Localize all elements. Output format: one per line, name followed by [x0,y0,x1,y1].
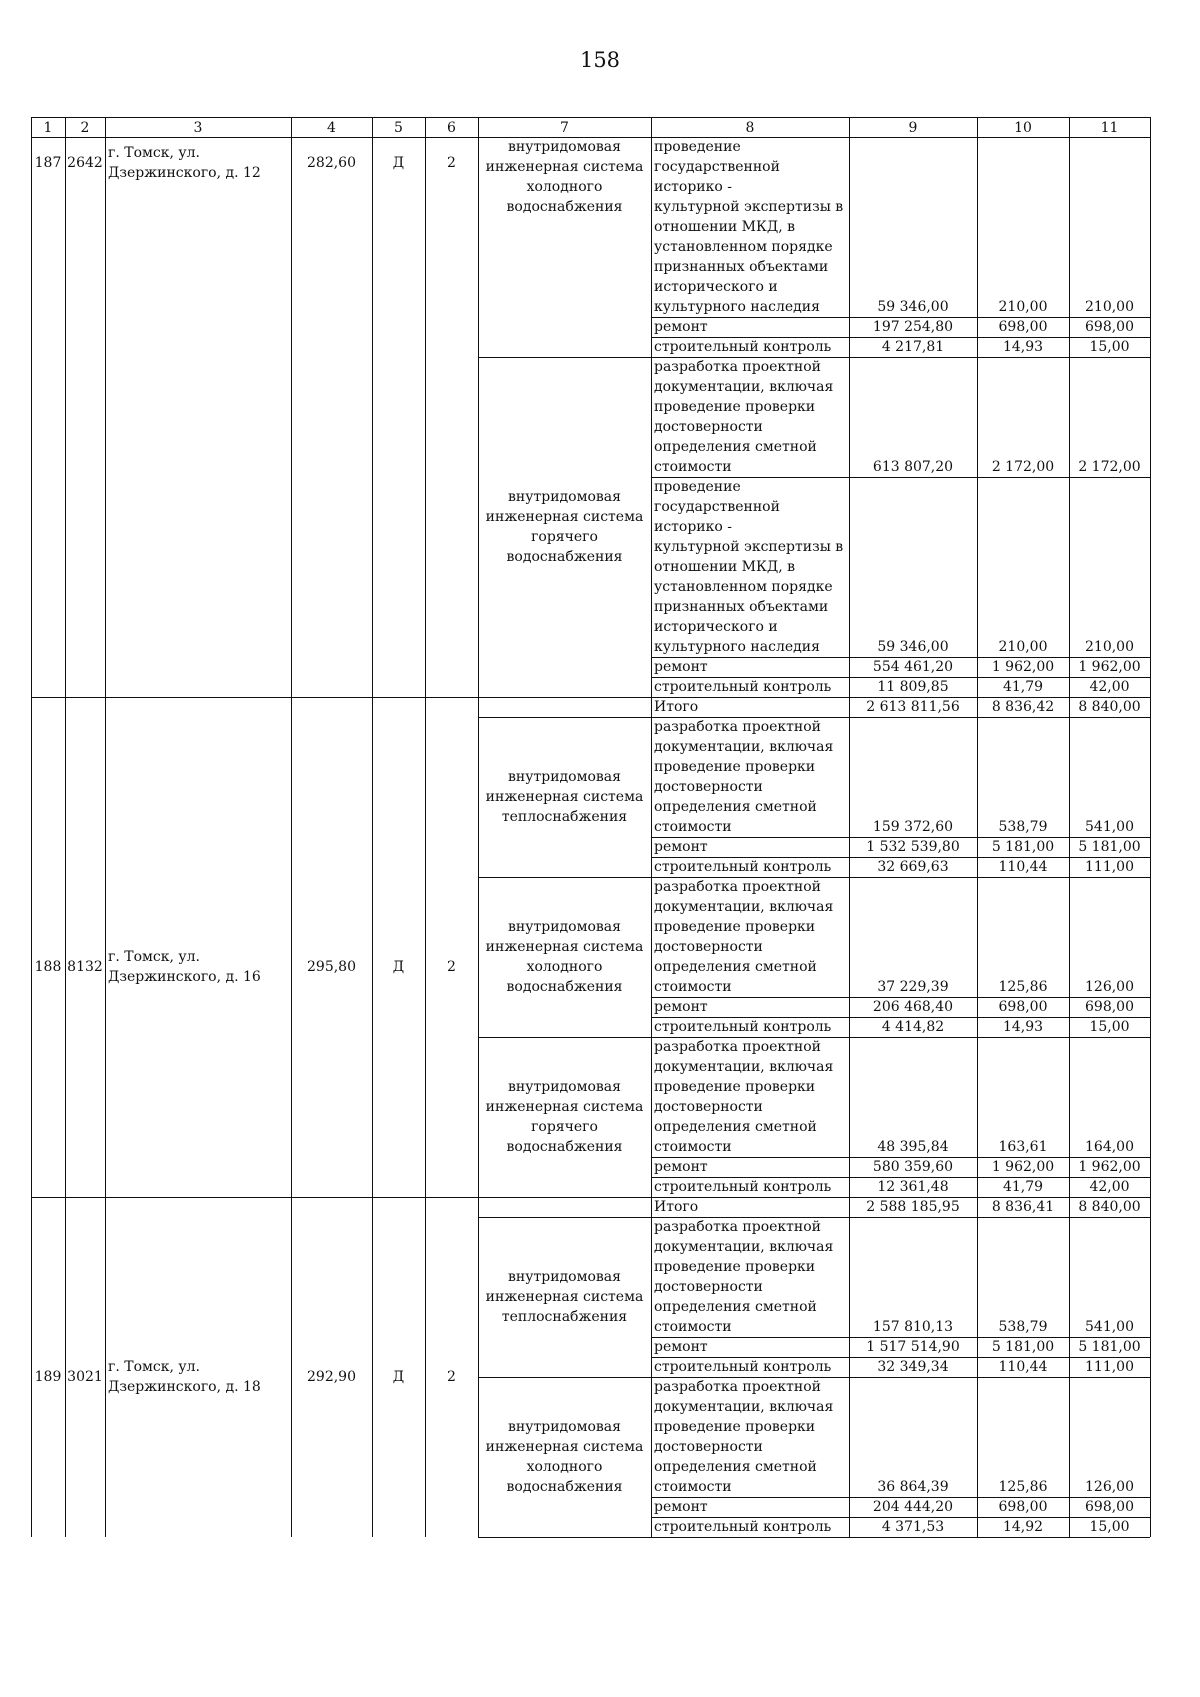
column-header: 8 [745,120,755,136]
grid-line [31,117,32,137]
work-type-text: ремонт [654,999,708,1015]
cost-value: 42,00 [1089,679,1130,695]
grid-line [849,137,850,717]
work-type-text: строительный контроль [654,1179,832,1195]
work-type-cell [651,1337,849,1357]
work-type-text: разработка проектной документации, включая проведение проверки достоверности определения сметной стоимости [654,719,834,835]
cost-value: 197 254,80 [872,319,954,335]
cost-value: 14,92 [1002,1519,1044,1535]
cost-value: 110,44 [998,1359,1048,1375]
work-type-cell [651,477,849,657]
cost-value: 125,86 [998,979,1048,995]
cost-value: 59 346,00 [877,299,949,315]
work-type-cell [651,1517,849,1537]
work-type-cell [651,1037,849,1157]
work-type-text: строительный контроль [654,1519,832,1535]
cost-value: 48 395,84 [877,1139,949,1155]
grid-line [977,137,978,717]
cost-value: 4 217,81 [881,339,945,355]
grid-line [372,1217,373,1537]
work-type-text: строительный контроль [654,679,832,695]
grid-line [105,717,106,1217]
work-type-text: разработка проектной документации, включая проведение проверки достоверности определения сметной стоимости [654,1379,834,1495]
grid-line [849,117,850,137]
column-header: 1 [43,120,53,136]
building-type: Д [392,959,405,975]
grid-line [977,717,978,1217]
cost-value: 1 517 514,90 [866,1339,960,1355]
grid-line [651,117,652,137]
cost-value: 2 172,00 [1078,459,1141,475]
cost-value: 554 461,20 [872,659,954,675]
grid-line [372,117,373,137]
floors: 2 [447,959,456,975]
grid-line [977,117,978,137]
work-type-cell [651,1157,849,1177]
cost-value: 4 414,82 [881,1019,945,1035]
cost-value: 14,93 [1002,339,1044,355]
column-header: 4 [327,120,336,136]
work-type-cell [651,997,849,1017]
cost-value: 538,79 [998,1319,1048,1335]
grid-line [425,1217,426,1537]
building-type: Д [392,1369,405,1385]
grid-line [425,137,426,717]
address: г. Томск, ул. Дзержинского, д. 12 [108,145,261,181]
total-value: 8 836,42 [991,699,1055,715]
work-type-cell [651,1357,849,1377]
system-name: внутридомовая инженерная система холодного водоснабжения [485,139,644,215]
cost-value: 159 372,60 [872,819,954,835]
column-header: 3 [193,120,203,136]
cost-value: 111,00 [1085,859,1134,875]
grid-line [478,1537,651,1538]
grid-line [105,117,106,137]
grid-line [1069,717,1070,1217]
cost-value: 15,00 [1089,1519,1130,1535]
grid-line [291,117,292,137]
grid-line [478,877,651,878]
grid-line [31,137,32,717]
work-type-text: строительный контроль [654,859,832,875]
cost-value: 59 346,00 [877,639,949,655]
grid-line [372,717,373,1217]
cost-value: 210,00 [998,639,1048,655]
grid-line [478,1037,651,1038]
building-code: 3021 [67,1369,103,1385]
work-type-cell [651,657,849,677]
cost-value: 111,00 [1085,1359,1134,1375]
grid-line [478,1377,651,1378]
grid-line [1069,117,1070,137]
column-header: 2 [80,120,90,136]
cost-value: 1 962,00 [991,1159,1055,1175]
cost-value: 15,00 [1089,1019,1130,1035]
cost-value: 15,00 [1089,339,1130,355]
grid-line [105,1217,106,1537]
work-type-cell [651,1177,849,1197]
cost-value: 12 361,48 [877,1179,949,1195]
cost-value: 698,00 [1085,1499,1134,1515]
cost-value: 1 962,00 [991,659,1055,675]
grid-line [31,717,32,1217]
grid-line [65,137,66,717]
cost-value: 4 371,53 [881,1519,945,1535]
work-type-cell [651,1497,849,1517]
cost-value: 206 468,40 [872,999,954,1015]
work-type-text: ремонт [654,1499,708,1515]
work-type-cell [651,137,849,317]
cost-value: 210,00 [1085,639,1134,655]
total-label: Итого [654,1199,699,1215]
work-type-text: ремонт [654,1339,708,1355]
work-type-cell [651,857,849,877]
cost-value: 210,00 [1085,299,1134,315]
cost-value: 698,00 [1085,999,1134,1015]
column-header: 9 [908,120,918,136]
work-type-text: ремонт [654,319,708,335]
cost-value: 698,00 [1085,319,1134,335]
cost-value: 11 809,85 [877,679,949,695]
work-type-text: ремонт [654,659,708,675]
work-type-cell [651,1017,849,1037]
work-type-text: строительный контроль [654,339,832,355]
grid-line [31,697,478,698]
grid-line [65,1217,66,1537]
grid-line [291,137,292,717]
column-header: 7 [560,120,569,136]
cost-value: 613 807,20 [872,459,954,475]
page-number: 158 [579,48,621,72]
cost-value: 1 962,00 [1078,1159,1141,1175]
work-type-cell [651,837,849,857]
grid-line [1150,137,1151,717]
work-type-cell [651,677,849,697]
grid-line [651,1537,1150,1538]
floors: 2 [447,155,456,171]
grid-line [478,1217,479,1537]
cost-value: 210,00 [998,299,1048,315]
work-type-text: проведение государственной историко - культурной экспертизы в отношении МКД, в установленном порядке признанных объектами исторического и культурного наследия [654,139,844,315]
building-code: 2642 [67,155,103,171]
work-type-cell [651,717,849,837]
cost-value: 698,00 [998,319,1048,335]
grid-line [849,717,850,1217]
cost-value: 157 810,13 [872,1319,954,1335]
grid-line [1069,137,1070,717]
column-header: 5 [394,120,403,136]
work-type-cell [651,357,849,477]
cost-value: 42,00 [1089,1179,1130,1195]
cost-value: 14,93 [1002,1019,1044,1035]
grid-line [651,1217,652,1537]
cost-value: 538,79 [998,819,1048,835]
work-type-cell [651,337,849,357]
grid-line [651,137,652,717]
row-number: 189 [34,1369,62,1385]
cost-value: 125,86 [998,1479,1048,1495]
area: 292,90 [307,1369,356,1385]
system-name: внутридомовая инженерная система холодного водоснабжения [485,1419,644,1495]
column-header: 11 [1100,120,1119,136]
work-type-cell [651,877,849,997]
work-type-cell [651,317,849,337]
total-label: Итого [654,699,699,715]
building-type: Д [392,155,405,171]
cost-value: 1 532 539,80 [866,839,960,855]
grid-line [1150,717,1151,1217]
cost-value: 1 962,00 [1078,659,1141,675]
work-type-text: разработка проектной документации, включая проведение проверки достоверности определения сметной стоимости [654,1039,834,1155]
cost-value: 41,79 [1002,1179,1044,1195]
cost-value: 126,00 [1085,1479,1134,1495]
cost-value: 5 181,00 [1078,839,1141,855]
grid-line [651,717,652,1217]
work-type-text: строительный контроль [654,1019,832,1035]
system-name: внутридомовая инженерная система горячего водоснабжения [485,489,644,565]
cost-value: 5 181,00 [991,839,1055,855]
work-type-text: ремонт [654,839,708,855]
row-number: 188 [34,959,62,975]
cost-value: 32 349,34 [877,1359,949,1375]
grid-line [31,1197,478,1198]
area: 282,60 [307,155,356,171]
cost-value: 37 229,39 [877,979,949,995]
cost-value: 5 181,00 [1078,1339,1141,1355]
system-name: внутридомовая инженерная система теплоснабжения [485,1269,644,1325]
grid-line [65,117,66,137]
work-type-cell [651,1377,849,1497]
grid-line [478,137,479,717]
cost-value: 541,00 [1085,1319,1134,1335]
column-header: 10 [1014,120,1032,136]
system-name: внутридомовая инженерная система холодного водоснабжения [485,919,644,995]
cost-value: 204 444,20 [872,1499,954,1515]
cost-value: 126,00 [1085,979,1134,995]
floors: 2 [447,1369,456,1385]
grid-line [478,697,651,698]
address: г. Томск, ул. Дзержинского, д. 16 [108,949,261,985]
total-value: 2 588 185,95 [866,1199,960,1215]
cost-value: 5 181,00 [991,1339,1055,1355]
grid-line [372,137,373,717]
grid-line [1150,117,1151,137]
grid-line [1069,1217,1070,1537]
building-code: 8132 [67,959,103,975]
grid-line [31,1217,32,1537]
total-value: 2 613 811,56 [866,699,960,715]
column-header: 6 [447,120,456,136]
work-type-text: разработка проектной документации, включая проведение проверки достоверности определения сметной стоимости [654,359,834,475]
grid-line [977,1217,978,1537]
grid-line [425,117,426,137]
total-value: 8 836,41 [991,1199,1055,1215]
cost-value: 32 669,63 [877,859,949,875]
work-type-text: проведение государственной историко - культурной экспертизы в отношении МКД, в установленном порядке признанных объектами исторического и культурного наследия [654,479,844,655]
cost-value: 2 172,00 [991,459,1055,475]
cost-value: 163,61 [998,1139,1048,1155]
grid-line [425,717,426,1217]
cost-value: 698,00 [998,1499,1048,1515]
grid-line [105,137,106,717]
cost-value: 164,00 [1085,1139,1134,1155]
cost-value: 36 864,39 [877,1479,949,1495]
grid-line [1150,1217,1151,1537]
grid-line [65,717,66,1217]
total-value: 8 840,00 [1078,1199,1141,1215]
system-name: внутридомовая инженерная система теплоснабжения [485,769,644,825]
grid-line [849,1217,850,1537]
grid-line [291,717,292,1217]
grid-line [478,1197,651,1198]
work-type-text: ремонт [654,1159,708,1175]
area: 295,80 [307,959,356,975]
cost-value: 698,00 [998,999,1048,1015]
total-value: 8 840,00 [1078,699,1141,715]
address: г. Томск, ул. Дзержинского, д. 18 [108,1359,261,1395]
row-number: 187 [34,155,62,171]
cost-value: 541,00 [1085,819,1134,835]
grid-line [478,717,479,1217]
grid-line [291,1217,292,1537]
system-name: внутридомовая инженерная система горячего водоснабжения [485,1079,644,1155]
work-type-cell [651,1217,849,1337]
cost-value: 110,44 [998,859,1048,875]
grid-line [478,117,479,137]
work-type-text: строительный контроль [654,1359,832,1375]
cost-value: 580 359,60 [872,1159,954,1175]
work-type-text: разработка проектной документации, включая проведение проверки достоверности определения сметной стоимости [654,1219,834,1335]
cost-value: 41,79 [1002,679,1044,695]
grid-line [478,357,651,358]
work-type-text: разработка проектной документации, включая проведение проверки достоверности определения сметной стоимости [654,879,834,995]
